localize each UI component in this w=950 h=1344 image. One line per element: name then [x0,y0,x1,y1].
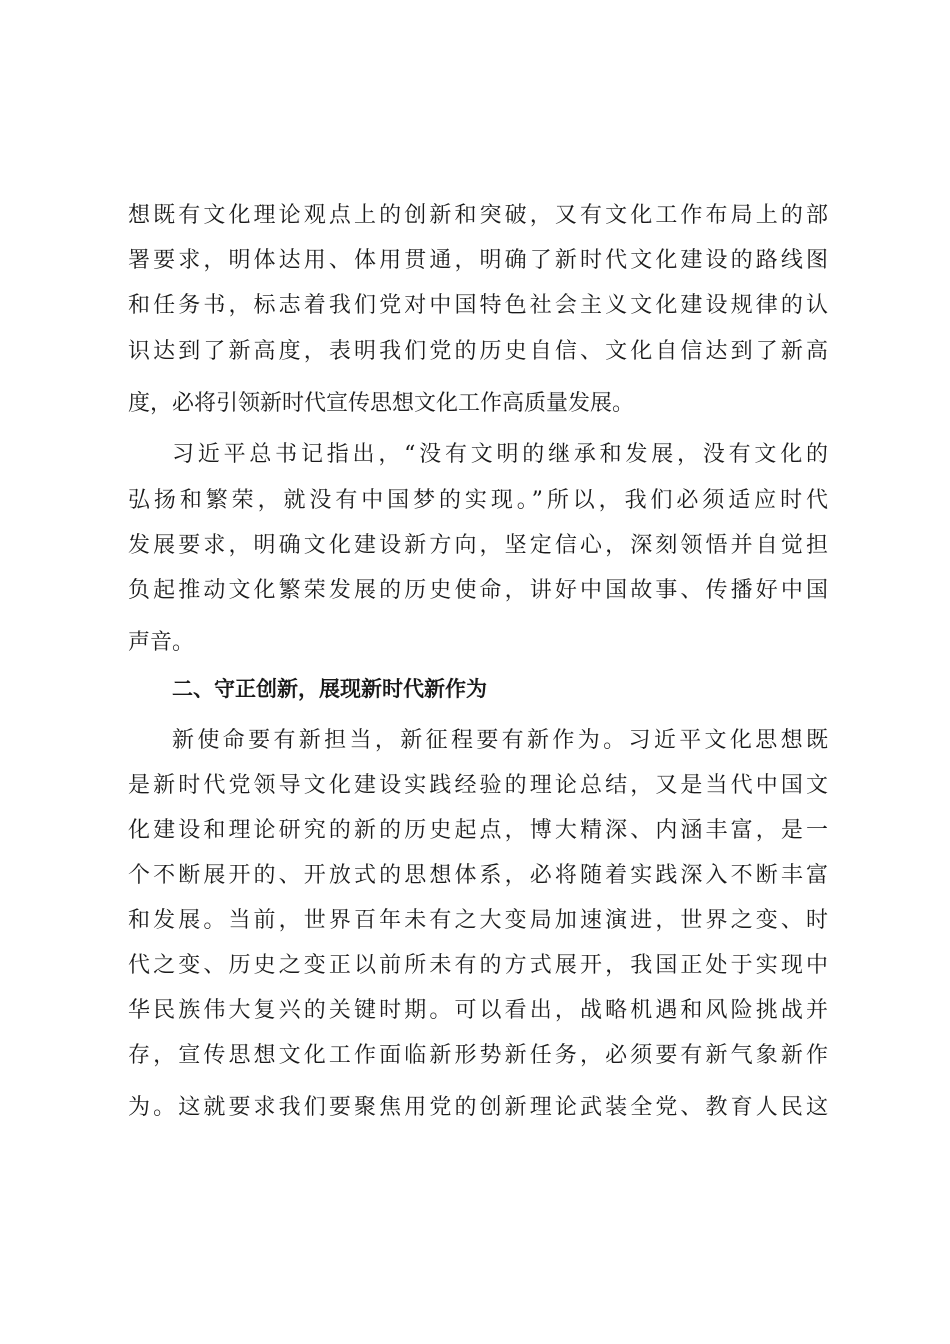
paragraph-3-line-6: 代之变、历史之变正以前所未有的方式展开，我国正处于实现中 [128,953,828,978]
paragraph-1-line-4: 识达到了新高度，表明我们党的历史自信、文化自信达到了新高 [128,339,828,364]
paragraph-3-line-3: 化建设和理论研究的新的历史起点，博大精深、内涵丰富，是一 [128,818,828,843]
paragraph-1-line-5: 度，必将引领新时代宣传思想文化工作高质量发展。 [128,391,635,416]
paragraph-2-line-1: 习近平总书记指出，“没有文明的继承和发展，没有文化的 [172,442,828,467]
paragraph-3-line-1: 新使命要有新担当，新征程要有新作为。习近平文化思想既 [172,728,828,753]
section-heading: 二、守正创新，展现新时代新作为 [172,677,487,701]
paragraph-3-line-2: 是新时代党领导文化建设实践经验的理论总结，又是当代中国文 [128,773,828,798]
paragraph-3-line-9: 为。这就要求我们要聚焦用党的创新理论武装全党、教育人民这 [128,1095,828,1120]
paragraph-3-line-4: 个不断展开的、开放式的思想体系，必将随着实践深入不断丰富 [128,863,828,888]
paragraph-2-line-4: 负起推动文化繁荣发展的历史使命，讲好中国故事、传播好中国 [128,578,828,603]
paragraph-1-line-3: 和任务书，标志着我们党对中国特色社会主义文化建设规律的认 [128,293,828,318]
paragraph-2-line-3: 发展要求，明确文化建设新方向，坚定信心，深刻领悟并自觉担 [128,533,828,558]
paragraph-2-line-2: 弘扬和繁荣，就没有中国梦的实现。”所以，我们必须适应时代 [128,488,828,513]
paragraph-1-line-2: 署要求，明体达用、体用贯通，明确了新时代文化建设的路线图 [128,248,828,273]
paragraph-3-line-7: 华民族伟大复兴的关键时期。可以看出，战略机遇和风险挑战并 [128,998,828,1023]
paragraph-3-line-8: 存，宣传思想文化工作面临新形势新任务，必须要有新气象新作 [128,1043,828,1068]
paragraph-1-line-1: 想既有文化理论观点上的创新和突破，又有文化工作布局上的部 [128,203,828,228]
paragraph-3-line-5: 和发展。当前，世界百年未有之大变局加速演进，世界之变、时 [128,908,828,933]
paragraph-2-line-5: 声音。 [128,630,195,655]
